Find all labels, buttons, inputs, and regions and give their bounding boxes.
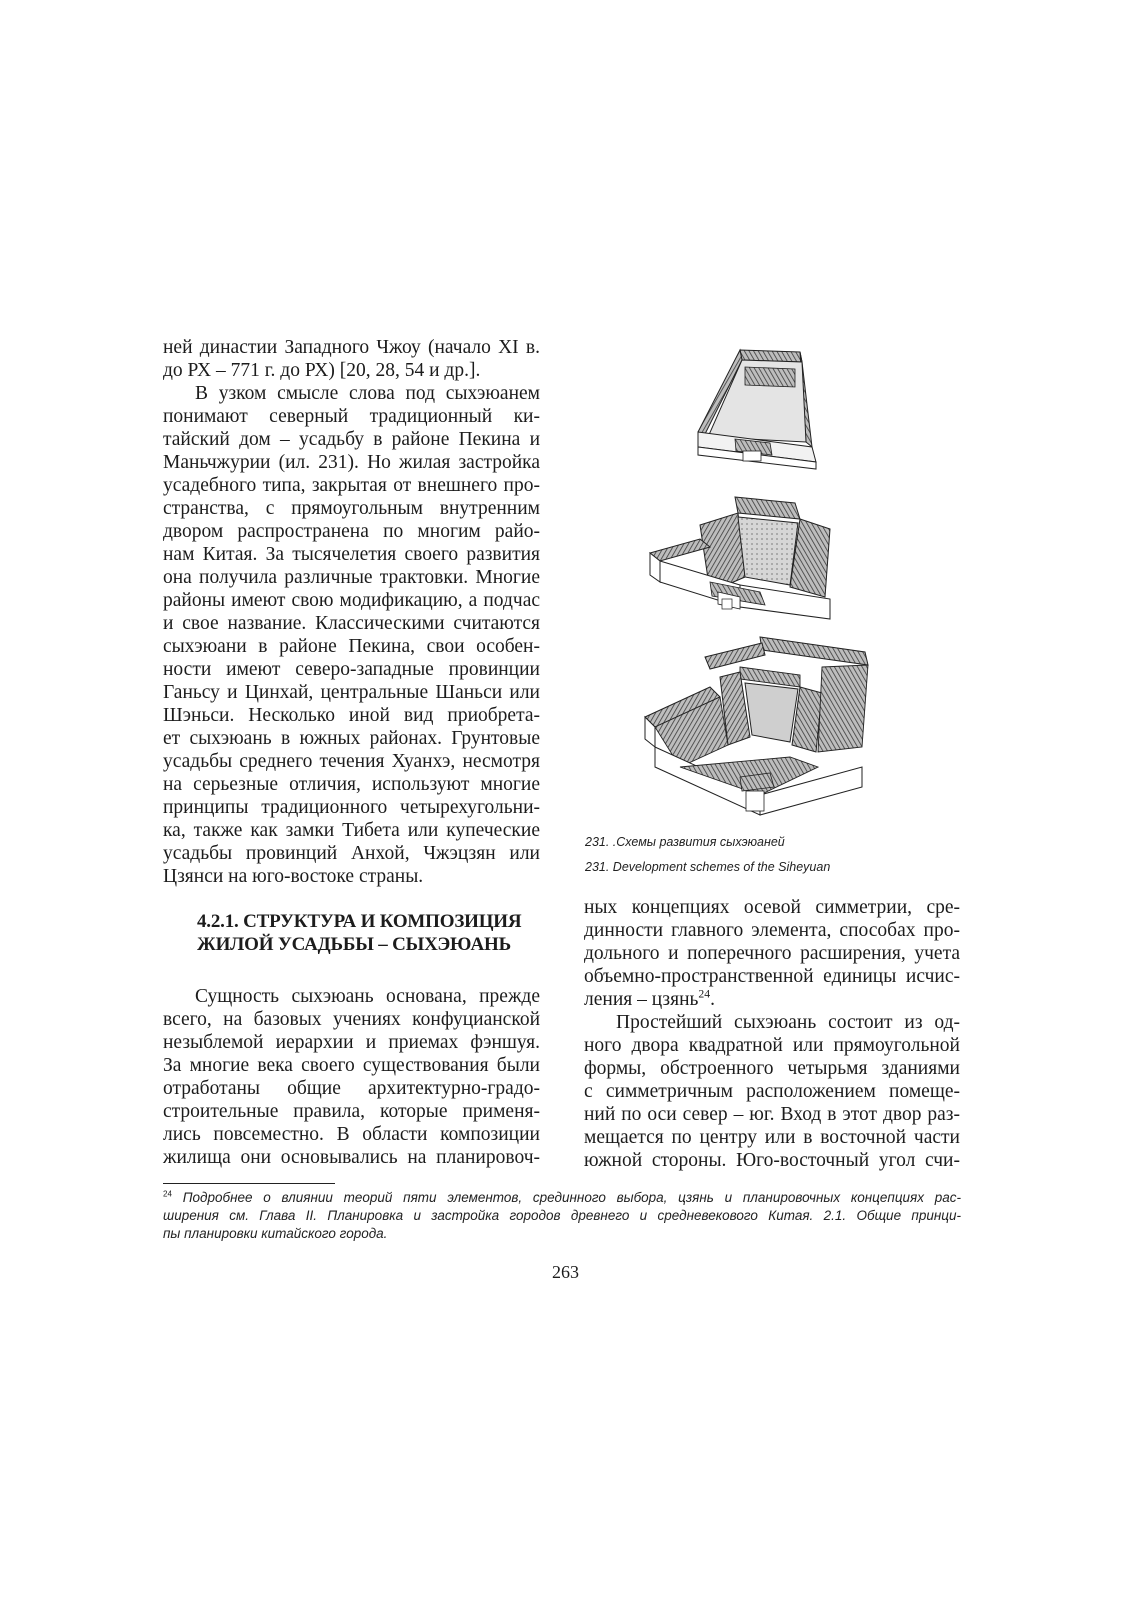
footnote	[163, 1189, 961, 1243]
text-line: ного двора квадратной или прямоугольной	[584, 1035, 960, 1056]
text-line: южной стороны. Юго-восточный угол счи-	[584, 1150, 960, 1171]
text-line: ности имеют северо-западные провинции	[163, 659, 540, 680]
footnote-reference[interactable]: 24	[698, 987, 711, 1001]
text-line: Простейший сыхэюань состоит из од-	[616, 1012, 960, 1033]
footnote-line: ширения см. Глава II. Планировка и застройка городов древнего и средневекового Китая. 2.1. Общие принци-	[163, 1208, 961, 1223]
text-line: Шэньси. Несколько иной вид приобрета-	[163, 705, 540, 726]
text-line: понимают северный традиционный ки-	[163, 406, 540, 427]
text-line: В узком смысле слова под сыхэюанем	[195, 383, 540, 404]
text-line: и свое название. Классическими считаются	[163, 613, 540, 634]
text-line: сыхэюани в районе Пекина, свои особен-	[163, 636, 540, 657]
footnote-line: пы планировки китайского города.	[163, 1226, 388, 1241]
left-column-top	[163, 336, 540, 888]
footnote-line	[163, 1189, 961, 1207]
text-line: двором распространена по многим райо-	[163, 521, 540, 542]
siheyuan-development-figure	[640, 347, 890, 822]
text-line: объемно-пространственной единицы исчис-	[584, 966, 960, 987]
scheme-multi-courtyard	[645, 637, 868, 815]
section-heading-line: 4.2.1. СТРУКТУРА И КОМПОЗИЦИЯ	[197, 911, 522, 932]
text-line: всего, на базовых учениях конфуцианской	[163, 1009, 540, 1030]
text-line: мещается по центру или в восточной части	[584, 1127, 960, 1148]
text-line: ет сыхэюань в южных районах. Грунтовые	[163, 728, 540, 749]
text-line: динности главного элемента, способах про-	[584, 920, 960, 941]
text-line: лись повсеместно. В области композиции	[163, 1124, 540, 1145]
text-line: ней династии Западного Чжоу (начало XI в.	[163, 337, 540, 358]
text-line: ных концепциях осевой симметрии, сре-	[584, 897, 960, 918]
text-line: Ганьсу и Цинхай, центральные Шаньси или	[163, 682, 540, 703]
text-line: дольного и поперечного расширения, учета	[584, 943, 960, 964]
text-line: Сущность сыхэюань основана, прежде	[195, 986, 540, 1007]
text-line: формы, обстроенного четырьмя зданиями	[584, 1058, 960, 1079]
text-line: на серьезные отличия, используют многие	[163, 774, 540, 795]
text-line: с симметричным расположением помеще-	[584, 1081, 960, 1102]
scheme-four-buildings	[650, 497, 830, 619]
text-line: до РХ – 771 г. до РХ) [20, 28, 54 и др.].	[163, 360, 481, 381]
text-line: Маньчжурии (ил. 231). Но жилая застройка	[163, 452, 540, 473]
text-line: принципы традиционного четырехугольни-	[163, 797, 540, 818]
scheme-one-courtyard	[698, 350, 816, 469]
text-line: ка, также как замки Тибета или купеческие	[163, 820, 540, 841]
text-line: За многие века своего существования были	[163, 1055, 540, 1076]
page-number: 263	[552, 1262, 579, 1282]
text-line: нам Китая. За тысячелетия своего развития	[163, 544, 540, 565]
text-line: она получила различные трактовки. Многие	[163, 567, 540, 588]
text-line: строительные правила, которые применя-	[163, 1101, 540, 1122]
footnote-line-text: Подробнее о влиянии теорий пяти элементов, срединного выбора, цзянь и планировочных концепциях рас-	[172, 1190, 961, 1205]
figure-caption-ru: 231. .Схемы развития сыхэюаней	[585, 835, 785, 849]
left-column-bottom	[163, 985, 540, 1169]
text-line: странства, с прямоугольным внутренним	[163, 498, 540, 519]
text-line: Цзянси на юго-востоке страны.	[163, 866, 424, 887]
text-line: тайский дом – усадьбу в районе Пекина и	[163, 429, 540, 450]
section-heading	[197, 910, 542, 956]
text-line: усадебного типа, закрытая от внешнего про-	[163, 475, 540, 496]
text-line: усадьбы среднего течения Хуанхэ, несмотря	[163, 751, 540, 772]
text-line: ления – цзянь$^{24}$.	[584, 987, 715, 1010]
text-line: ний по оси север – юг. Вход в этот двор раз-	[584, 1104, 960, 1125]
text-line-content: ления – цзянь	[584, 989, 699, 1010]
section-heading-line: ЖИЛОЙ УСАДЬБЫ – СЫХЭЮАНЬ	[197, 934, 511, 955]
text-line: жилища они основывались на планировоч-	[163, 1147, 540, 1168]
right-column-bottom	[584, 896, 960, 1172]
footnote-marker: 24	[163, 1189, 173, 1199]
footnote-divider	[163, 1183, 335, 1184]
text-line: незыблемой иерархии и приемах фэншуя.	[163, 1032, 540, 1053]
text-line: районы имеют свою модификацию, а подчас	[163, 590, 540, 611]
text-line: отработаны общие архитектурно-градо-	[163, 1078, 540, 1099]
figure-caption-en: 231. Development schemes of the Siheyuan	[585, 860, 831, 874]
text-line: усадьбы провинций Анхой, Чжэцзян или	[163, 843, 540, 864]
